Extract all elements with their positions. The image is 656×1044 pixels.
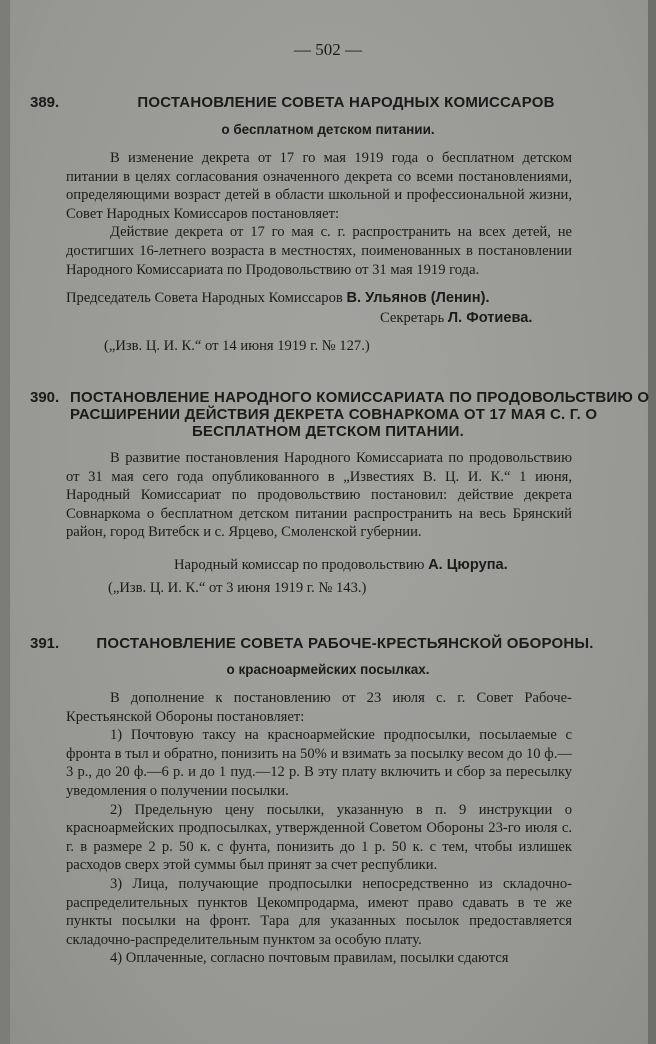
paragraph: 1) Почтовую таксу на красноармейские продпосылки, посылаемые с фронта в тыл и обратно, понизить на 50% и взимать за посылку весом до 10 ф.—3 р., до 20 ф.—6 р. и до 1 пуд.—12 р. В эту плату включить и сбор за пересылку уведомления о получении посылки. <box>66 727 572 799</box>
signature-name: А. Цюрупа. <box>428 557 508 573</box>
paragraph: Действие декрета от 17 го мая с. г. распространить на всех детей, не достигших 16-летнего возраста в местностях, поименованных в постановлении Народного Комиссариата по Продовольствию от 31 мая 1919 года. <box>66 224 572 278</box>
signature-label: Председатель Совета Народных Комиссаров <box>66 290 343 306</box>
section-subtitle-389: о бесплатном детском питании. <box>221 122 435 137</box>
signature-label: Народный комиссар по продовольствию <box>174 557 425 573</box>
section-number-389: 389. <box>30 94 60 111</box>
signature-name: Л. Фотиева. <box>447 310 533 326</box>
source-citation-389: („Изв. Ц. И. К.“ от 14 июня 1919 г. № 127.) <box>104 338 370 354</box>
section-title-390-line1: ПОСТАНОВЛЕНИЕ НАРОДНОГО КОМИССАРИАТА ПО ПРОДОВОЛЬСТВИЮ О <box>70 389 650 406</box>
page-number: — 502 — <box>294 40 362 59</box>
paragraph: 3) Лица, получающие продпосылки непосредственно из складочно-распределительных пунктов Цекомпродарма, имеют право сдавать в те же пункты посылки на фронт. Тара для указанных посылок предоставляется складочно-распределительным пунктом за особую плату. <box>66 875 572 948</box>
signature-chairman <box>66 290 490 307</box>
paragraph: 2) Предельную цену посылки, указанную в п. 9 инструкции о красноармейских продпосылках, утвержденной Советом Обороны 23-го июля с. г. в размере 2 р. 50 к. с фунта, понизить до 1 р. 50 к. с тем, чтобы излишек расходов сверх этой суммы был принят за счет республики. <box>66 801 572 874</box>
signature-secretary <box>380 310 532 327</box>
signature-commissar <box>174 557 508 574</box>
source-citation-390: („Изв. Ц. И. К.“ от 3 июня 1919 г. № 143.) <box>108 580 367 596</box>
paragraph: В дополнение к постановлению от 23 июля с. г. Совет Рабоче-Крестьянской Обороны постановляет: <box>66 690 572 725</box>
signature-label: Секретарь <box>380 310 445 326</box>
section-number-390: 390. <box>30 389 60 406</box>
section-title-390-line3: БЕСПЛАТНОМ ДЕТСКОМ ПИТАНИИ. <box>191 423 465 440</box>
section-title-390-line2: РАСШИРЕНИИ ДЕЙСТВИЯ ДЕКРЕТА СОВНАРКОМА ОТ 17 МАЯ С. Г. О <box>70 406 598 423</box>
section-body-390 <box>66 449 572 542</box>
section-body-391 <box>66 689 572 968</box>
section-title-389: ПОСТАНОВЛЕНИЕ СОВЕТА НАРОДНЫХ КОМИССАРОВ <box>137 94 555 111</box>
page-edge-right <box>648 0 656 1044</box>
section-subtitle-391: о красноармейских посылках. <box>226 662 430 677</box>
signature-name: В. Ульянов (Ленин). <box>346 290 490 306</box>
paragraph: В изменение декрета от 17 го мая 1919 года о бесплатном детском питании в целях согласования означенного декрета со всеми постановлениями, определяющими возраст детей в области школьной и профессиональной жизни, Совет Народных Комиссаров постановляет: <box>66 150 572 222</box>
section-body-389 <box>66 149 572 279</box>
page-edge-left <box>0 0 10 1044</box>
paragraph: В развитие постановления Народного Комиссариата по продовольствию от 31 мая сего года опубликованного в „Известиях В. Ц. И. К.“ 1 июня, Народный Комиссариат по продовольствию постановил: действие декрета Совнаркома о бесплатном детском питании распространить на весь Брянский район, город Витебск и с. Ярцево, Смоленской губернии. <box>66 450 572 541</box>
section-number-391: 391. <box>30 635 60 652</box>
paragraph: 4) Оплаченные, согласно почтовым правилам, посылки сдаются <box>110 950 509 967</box>
section-title-391: ПОСТАНОВЛЕНИЕ СОВЕТА РАБОЧЕ-КРЕСТЬЯНСКОЙ ОБОРОНЫ. <box>96 635 594 652</box>
